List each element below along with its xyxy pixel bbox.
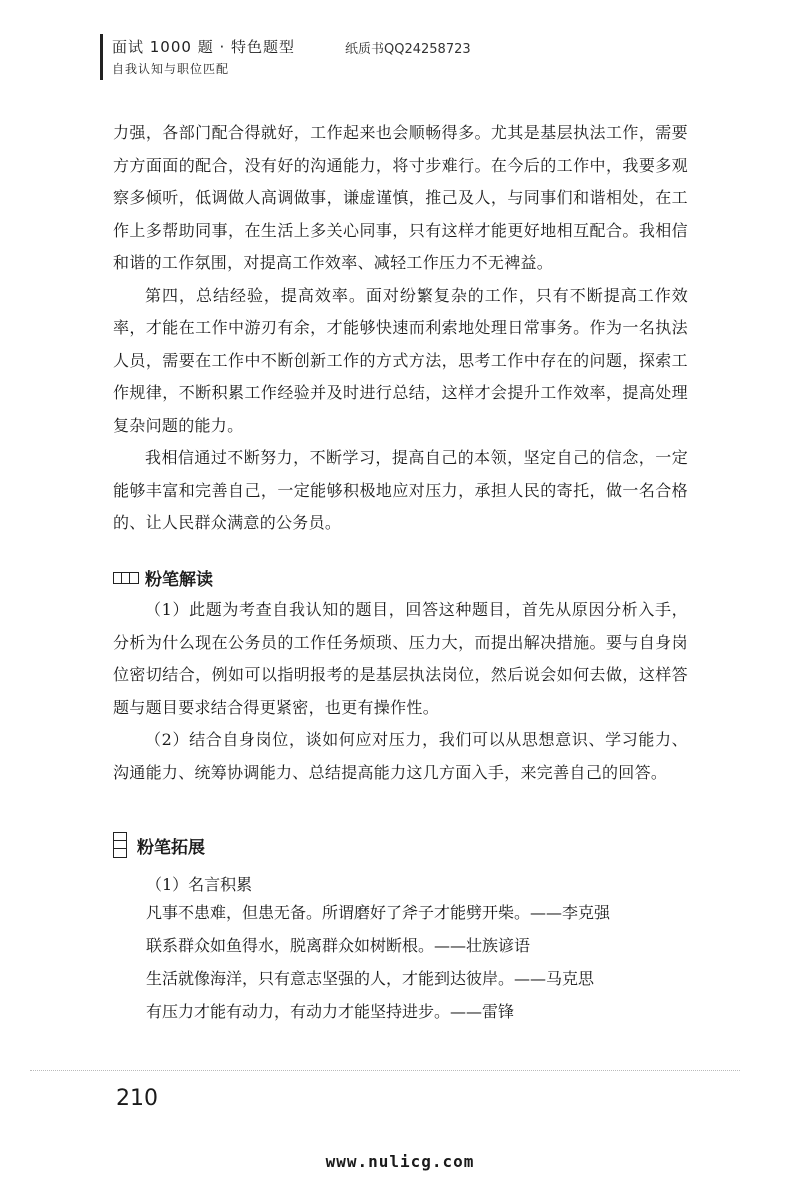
quote-sub-label: （1）名言积累 <box>146 875 253 894</box>
header-rule <box>100 34 103 80</box>
header-watermark: 纸质书QQ24258723 <box>345 42 471 57</box>
paragraph-conclusion: 我相信通过不断努力，不断学习，提高自己的本领，坚定自己的信念，一定能够丰富和完善自己，一定能够积极地应对压力，承担人民的寄托，做一名合格的、让人民群众满意的公务员。 <box>113 448 688 532</box>
footer-url: www.nulicg.com <box>325 1152 475 1171</box>
running-header-title: 面试 1000 题 · 特色题型 <box>112 38 296 56</box>
jiedu-item: （1）此题为考查自我认知的题目，回答这种题目，首先从原因分析入手，分析为什么现在公务员的工作任务烦琐、压力大，而提出解决措施。要与自身岗位密切结合，例如可以指明报考的是基层执法岗位，然后说会如何去做，这样答题与题目要求结合得更紧密，也更有操作性。 <box>113 600 688 717</box>
section-heading-tuozhan <box>113 832 205 858</box>
quote-item: 生活就像海洋，只有意志坚强的人，才能到达彼岸。——马克思 <box>146 969 595 988</box>
quote-item: 凡事不患难，但患无备。所谓磨好了斧子才能劈开柴。——李克强 <box>146 903 611 922</box>
paragraph-fourth-point: 第四，总结经验，提高效率。面对纷繁复杂的工作，只有不断提高工作效率，才能在工作中游刃有余，才能够快速而利索地处理日常事务。作为一名执法人员，需要在工作中不断创新工作的方式方法，思考工作中存在的问题，探索工作规律，不断积累工作经验并及时进行总结，这样才会提升工作效率，提高处理复杂问题的能力。 <box>113 285 688 435</box>
jiedu-item: （2）结合自身岗位，谈如何应对压力，我们可以从思想意识、学习能力、沟通能力、统筹协调能力、总结提高能力这几方面入手，来完善自己的回答。 <box>113 730 688 782</box>
section-title: 粉笔拓展 <box>137 837 205 858</box>
body-text-block <box>113 117 688 540</box>
section-title: 粉笔解读 <box>145 570 213 590</box>
quote-item: 联系群众如鱼得水，脱离群众如树断根。——壮族谚语 <box>146 936 531 955</box>
page-number: 210 <box>116 1086 158 1111</box>
quote-list <box>146 896 610 1028</box>
footer-dotted-rule <box>30 1070 740 1071</box>
section-heading-jiedu <box>113 565 213 590</box>
jiedu-text-block <box>113 594 688 789</box>
expand-icon <box>113 832 127 858</box>
book-icon <box>113 572 139 584</box>
quote-item: 有压力才能有动力，有动力才能坚持进步。——雷锋 <box>146 1002 515 1021</box>
running-header-subtitle: 自我认知与职位匹配 <box>112 62 230 76</box>
paragraph-continued: 力强，各部门配合得就好，工作起来也会顺畅得多。尤其是基层执法工作，需要方方面面的配合，没有好的沟通能力，将寸步难行。在今后的工作中，我要多观察多倾听，低调做人高调做事，谦虚谨慎，推己及人，与同事们和谐相处，在工作上多帮助同事，在生活上多关心同事，只有这样才能更好地相互配合。我相信和谐的工作氛围，对提高工作效率、减轻工作压力不无裨益。 <box>113 123 688 272</box>
